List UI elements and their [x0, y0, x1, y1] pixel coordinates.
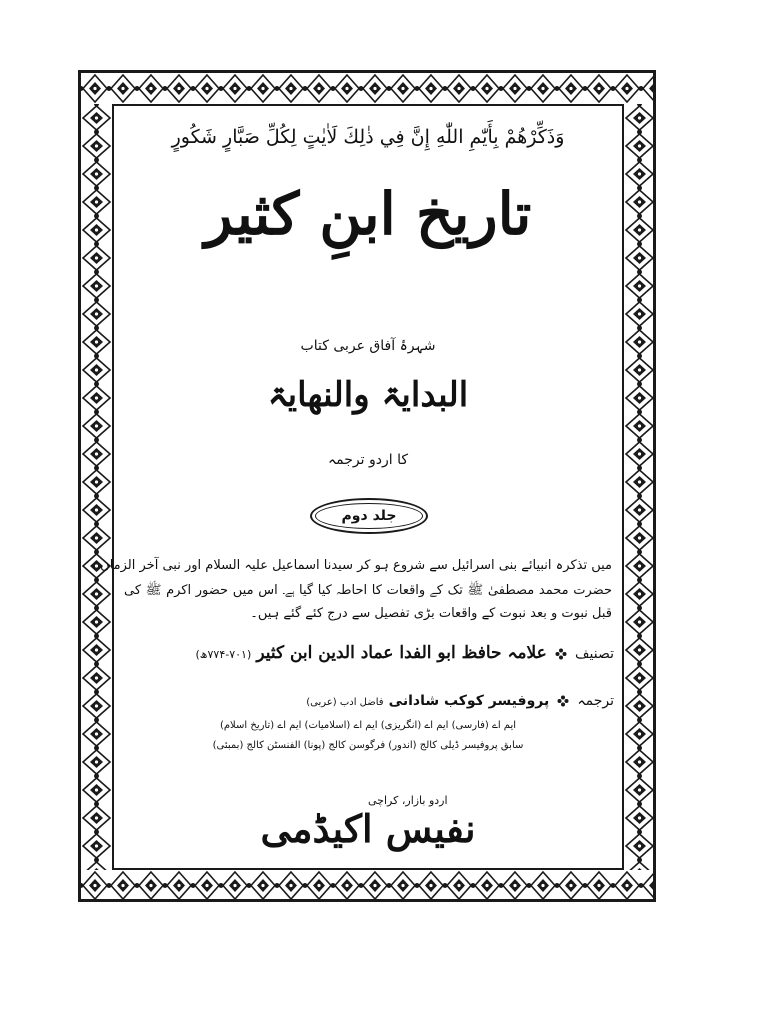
description-line-3: قبل نبوت و بعد نبوت کے واقعات بڑی تفصیل سے درج کئے گئے ہیں۔ [250, 606, 612, 621]
left-ornament-band [81, 104, 112, 870]
volume-label: جلد دوم [341, 508, 397, 524]
lattice-ornament-icon [624, 104, 653, 870]
cover-content [100, 112, 618, 862]
translator-prefix: ترجمہ [577, 693, 614, 709]
lattice-ornament-icon [81, 104, 112, 870]
translator-credentials: ایم اے (فارسی) ایم اے (انگریزی) ایم اے (اسلامیات) ایم اے (تاریخ اسلام) [219, 720, 517, 731]
flower-icon [557, 695, 569, 707]
author-line [122, 642, 614, 663]
right-ornament-band [624, 104, 653, 870]
translator-line [122, 690, 614, 709]
publisher-location: اردو بازار، کراچی [368, 794, 448, 807]
flower-icon [555, 648, 567, 660]
author-prefix: تصنیف [575, 646, 614, 662]
main-title: تاریخ ابنِ کثیر [204, 180, 532, 248]
translator-degree: فاضل ادب (عربی) [306, 697, 384, 708]
subtitle: شہرۂ آفاق عربی کتاب [300, 338, 436, 354]
bottom-ornament-band [81, 870, 653, 899]
top-ornament-band [81, 73, 653, 104]
translator-name: پروفیسر کوکب شادانی [388, 693, 550, 709]
translator-positions: سابق پروفیسر ڈیلی کالج (اندور) فرگوسن کالج (پونا) الفنسٹن کالج (بمبئی) [212, 740, 524, 751]
lattice-ornament-icon [81, 73, 653, 104]
arabic-title: البدایۃ والنھایۃ [267, 375, 469, 415]
publisher-name: نفیس اکیڈمی [260, 806, 476, 851]
lattice-ornament-icon [81, 870, 653, 899]
description-line-1: میں تذکرہ انبیائے بنی اسرائیل سے شروع ہو کر سیدنا اسماعیل علیہ السلام اور نبی آخر الزماں [100, 558, 612, 573]
author-dates: (۷۰۱-۷۷۴ھ) [195, 648, 252, 661]
quranic-verse: وَذَكِّرْهُمْ بِأَيّٰمِ اللّٰهِ إِنَّ فِي ذٰلِكَ لَاٰيٰتٍ لِكُلِّ صَبَّارٍ شَكُورٍ [171, 126, 565, 148]
description-line-2: حضرت محمد مصطفیٰ ﷺ تک کے واقعات کا احاطہ کیا گیا ہے۔ اس میں حضور اکرم ﷺ کی [124, 583, 612, 598]
translation-label: کا اردو ترجمہ [327, 452, 409, 468]
volume-badge [310, 498, 428, 534]
author-name: علامہ حافظ ابو الفدا عماد الدین ابن کثیر [256, 643, 547, 663]
